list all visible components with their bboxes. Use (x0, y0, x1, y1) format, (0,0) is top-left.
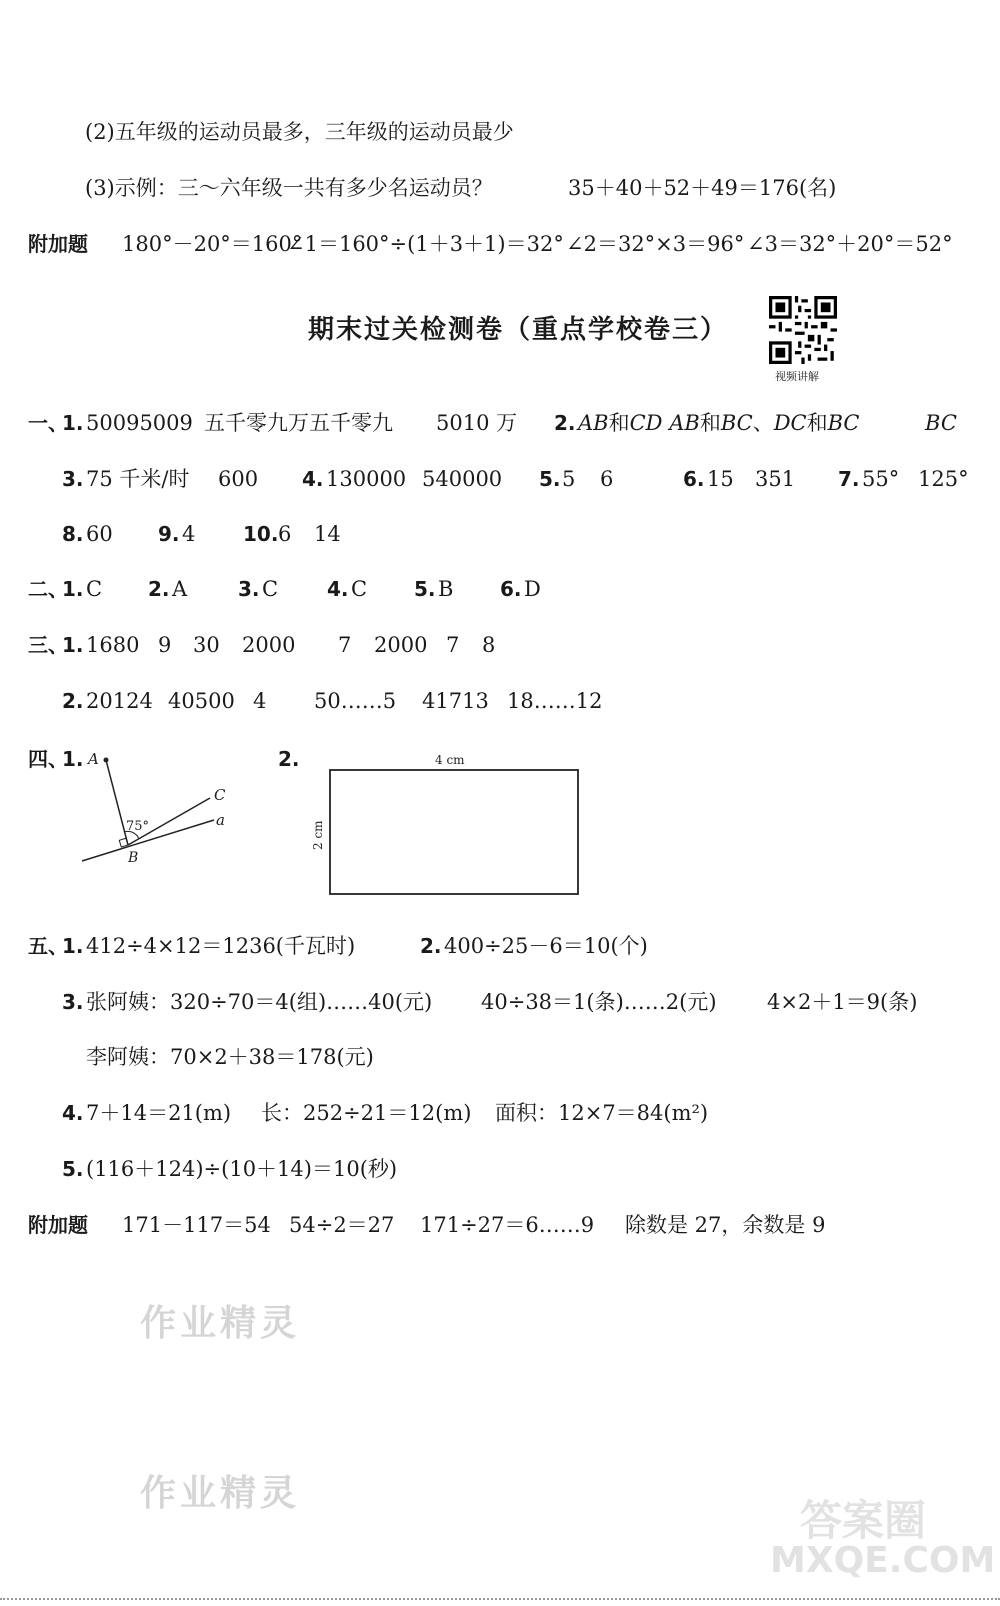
height-label: 2 cm (311, 820, 325, 850)
answer: 4 (182, 522, 196, 546)
q-num: 1. (62, 577, 84, 601)
q-num: 2. (62, 689, 84, 713)
point-A (104, 758, 109, 763)
bonus1-part: ∠2＝32°×3＝96° (566, 232, 745, 256)
q-num: 2. (554, 411, 576, 435)
label-a: a (216, 811, 225, 829)
watermark-logo: 答案圈 (800, 1496, 927, 1545)
section-4-label: 四、 (28, 747, 68, 771)
answer: 李阿姨：70×2＋38＝178(元) (86, 1045, 374, 1069)
width-label: 4 cm (435, 753, 465, 767)
label-C: C (214, 786, 226, 804)
separator: 、 (752, 411, 774, 435)
q-num: 10. (243, 522, 279, 546)
q-num: 7. (838, 467, 860, 491)
answer-3-calc: 35＋40＋52＋49＝176(名) (568, 176, 837, 200)
q-num: 1. (62, 411, 84, 435)
section-5-label: 五、 (28, 934, 68, 958)
label-B: B (128, 850, 139, 866)
bonus-label-1: 附加题 (28, 232, 88, 256)
answer: 长：252÷21＝12(m) (261, 1101, 472, 1125)
answer: 75 千米/时 (86, 467, 190, 491)
answer: 41713 (422, 689, 489, 713)
answer: 50……5 (314, 689, 397, 713)
conjunction: 和 (608, 411, 630, 435)
answer: 7＋14＝21(m) (86, 1101, 232, 1125)
q-num: 5. (539, 467, 561, 491)
answer: 600 (218, 467, 259, 491)
q-num: 1. (62, 747, 84, 771)
q-num: 4. (327, 577, 349, 601)
bonus1-part: 180°－20°＝160° (122, 232, 303, 256)
bonus2-part: 54÷2＝27 (289, 1213, 395, 1237)
answer: 30 (193, 633, 220, 657)
segment-label: BC (827, 411, 860, 435)
watermark: 作业精灵 (140, 1303, 301, 1344)
qr-caption: 视频讲解 (775, 370, 819, 383)
answer: 40500 (168, 689, 235, 713)
q-num: 1. (62, 633, 84, 657)
q-num: 2. (278, 747, 300, 771)
answer: (116＋124)÷(10＋14)＝10(秒) (86, 1157, 398, 1181)
q-num: 6. (683, 467, 705, 491)
bonus-label-2: 附加题 (28, 1213, 88, 1237)
answer: C (351, 577, 368, 601)
q-num: 4. (62, 1101, 84, 1125)
answer: A (172, 577, 188, 601)
rectangle-figure (300, 752, 590, 902)
answer: 400÷25－6＝10(个) (444, 934, 648, 958)
answer: 1680 (86, 633, 140, 657)
answer: 4×2＋1＝9(条) (767, 990, 918, 1014)
answer: 6 (278, 522, 292, 546)
answer: 15 (707, 467, 734, 491)
answer: BC (925, 411, 957, 435)
answer: 5010 万 (436, 411, 518, 435)
q-num: 5. (414, 577, 436, 601)
q-num: 6. (500, 577, 522, 601)
section-2-label: 二、 (28, 577, 68, 601)
answer: 351 (755, 467, 796, 491)
qr-code-icon[interactable] (769, 296, 837, 364)
q-num: 9. (158, 522, 180, 546)
bonus1-part: ∠3＝32°＋20°＝52° (747, 232, 953, 256)
answer: 18……12 (507, 689, 603, 713)
angle-value: 75° (126, 819, 150, 834)
answer: 130000 (326, 467, 407, 491)
answer: 40÷38＝1(条)……2(元) (481, 990, 717, 1014)
watermark: 作业精灵 (140, 1473, 301, 1514)
rectangle (330, 770, 578, 894)
answer: 9 (158, 633, 172, 657)
answer: 20124 (86, 689, 153, 713)
segment-label: BC (720, 411, 753, 435)
answer: 7 (338, 633, 352, 657)
angle-figure (78, 748, 248, 873)
section-3-label: 三、 (28, 633, 68, 657)
answer: 60 (86, 522, 113, 546)
answer-parallel-lines (578, 409, 860, 437)
q-num: 8. (62, 522, 84, 546)
answer: 面积：12×7＝84(m²) (495, 1101, 709, 1125)
q-num: 2. (148, 577, 170, 601)
q-num: 3. (62, 467, 84, 491)
answer: 4 (253, 689, 267, 713)
answer: C (262, 577, 279, 601)
conjunction: 和 (699, 411, 721, 435)
section-1-label: 一、 (28, 411, 68, 435)
answer: 张阿姨：320÷70＝4(组)……40(元) (86, 990, 433, 1014)
bonus2-part: 除数是 27，余数是 9 (625, 1213, 826, 1237)
answer-3-question: (3)示例：三～六年级一共有多少名运动员？ (85, 176, 493, 200)
answer: B (438, 577, 454, 601)
segment-label: AB (669, 411, 700, 435)
q-num: 2. (420, 934, 442, 958)
bonus1-part: ∠1＝160°÷(1＋3＋1)＝32° (287, 232, 564, 256)
answer: 7 (446, 633, 460, 657)
answer: 8 (482, 633, 496, 657)
segment-label: DC (773, 411, 807, 435)
conjunction: 和 (806, 411, 828, 435)
answer-2: (2)五年级的运动员最多，三年级的运动员最少 (85, 120, 514, 144)
bonus2-part: 171－117＝54 (122, 1213, 271, 1237)
answer: 5 (562, 467, 576, 491)
q-num: 1. (62, 934, 84, 958)
answer: 6 (600, 467, 614, 491)
q-num: 3. (238, 577, 260, 601)
exam-title: 期末过关检测卷（重点学校卷三） (308, 315, 729, 345)
q-num: 4. (302, 467, 324, 491)
segment-label: AB (578, 411, 609, 435)
answer: 412÷4×12＝1236(千瓦时) (86, 934, 356, 958)
bonus2-part: 171÷27＝6……9 (420, 1213, 595, 1237)
q-num: 3. (62, 990, 84, 1014)
answer: 540000 (422, 467, 503, 491)
answer: D (524, 577, 541, 601)
watermark-url: MXQE.COM (770, 1540, 996, 1581)
q-num: 5. (62, 1157, 84, 1181)
answer: 55° (862, 467, 900, 491)
segment-label: CD (629, 411, 663, 435)
label-A: A (88, 750, 99, 768)
answer: 50095009 (86, 411, 193, 435)
answer: 2000 (374, 633, 428, 657)
page-bottom-rule (0, 1598, 1000, 1600)
answer: 14 (314, 522, 341, 546)
answer: 125° (918, 467, 969, 491)
answer: 五千零九万五千零九 (204, 411, 393, 435)
answer: 2000 (242, 633, 296, 657)
answer: C (86, 577, 103, 601)
